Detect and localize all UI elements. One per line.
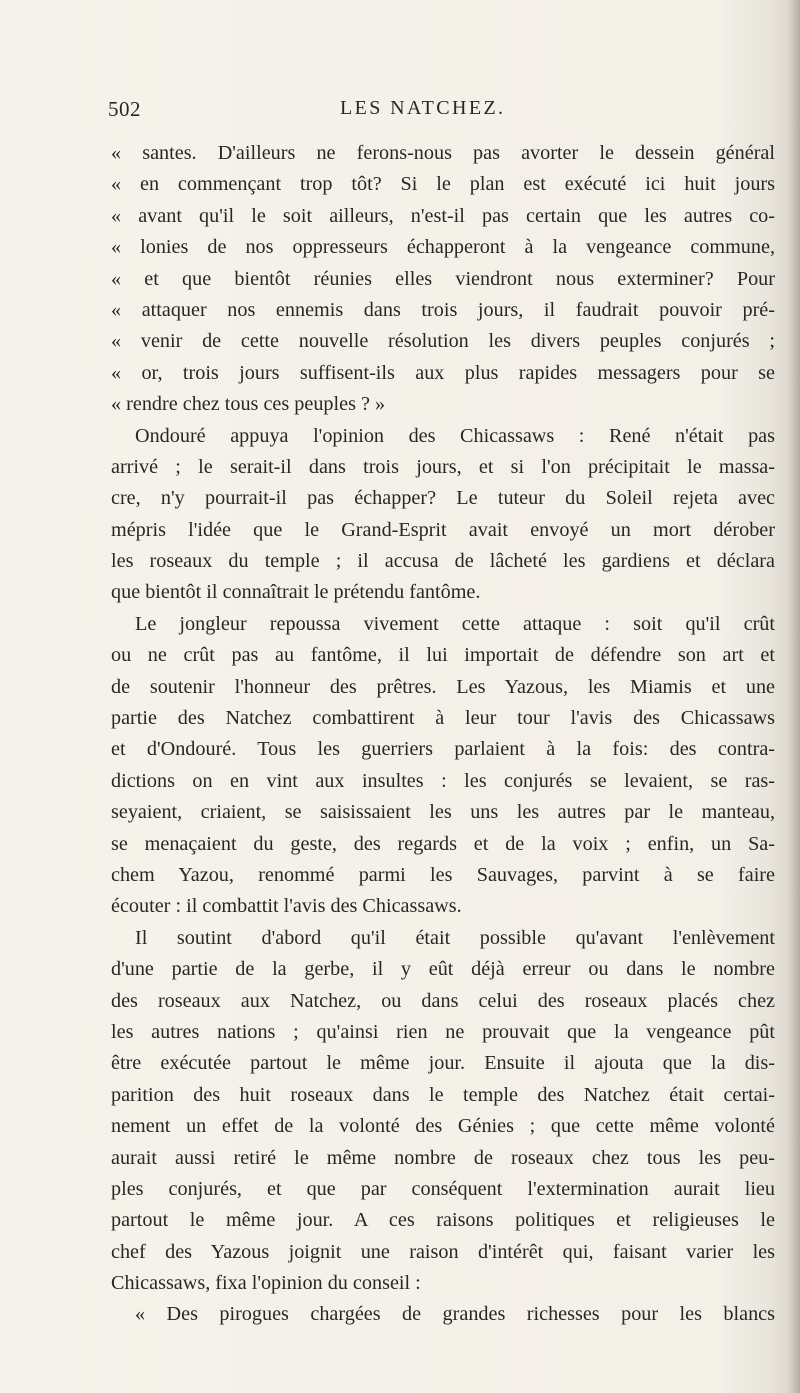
page-number: 502 — [108, 97, 141, 121]
text-line: les roseaux du temple ; il accusa de lâcheté les gardiens et déclara — [111, 550, 775, 573]
text-line: seyaient, criaient, se saisissaient les uns les autres par le manteau, — [111, 801, 775, 824]
text-line: se menaçaient du geste, des regards et de la voix ; enfin, un Sa- — [111, 832, 775, 855]
text-line: nement un effet de la volonté des Génies ; que cette même volonté — [111, 1115, 775, 1138]
page-header — [108, 97, 748, 127]
text-line: Il soutint d'abord qu'il était possible qu'avant l'enlèvement — [135, 926, 775, 949]
text-line: écouter : il combattit l'avis des Chicassaws. — [111, 895, 462, 918]
text-line: « et que bientôt réunies elles viendront nous exterminer? Pour — [111, 267, 775, 290]
text-line: cre, n'y pourrait-il pas échapper? Le tuteur du Soleil rejeta avec — [111, 487, 775, 510]
text-line: « Des pirogues chargées de grandes richesses pour les blancs — [135, 1303, 775, 1326]
text-line: « avant qu'il le soit ailleurs, n'est-il pas certain que les autres co- — [111, 204, 775, 227]
text-line: « rendre chez tous ces peuples ? » — [111, 393, 386, 416]
text-line: et d'Ondouré. Tous les guerriers parlaient à la fois: des contra- — [111, 738, 775, 761]
text-line: d'une partie de la gerbe, il y eût déjà erreur ou dans le nombre — [111, 958, 775, 981]
text-line: « or, trois jours suffisent-ils aux plus rapides messagers pour se — [111, 361, 775, 384]
text-line: dictions on en vint aux insultes : les conjurés se levaient, se ras- — [111, 769, 775, 792]
text-line: « attaquer nos ennemis dans trois jours, il faudrait pouvoir pré- — [111, 298, 775, 321]
text-line: ou ne crût pas au fantôme, il lui importait de défendre son art et — [111, 644, 775, 667]
text-line: les autres nations ; qu'ainsi rien ne prouvait que la vengeance pût — [111, 1020, 775, 1043]
text-line: être exécutée partout le même jour. Ensuite il ajouta que la dis- — [111, 1052, 775, 1075]
text-line: arrivé ; le serait-il dans trois jours, et si l'on précipitait le massa- — [111, 455, 775, 478]
text-line: chem Yazou, renommé parmi les Sauvages, parvint à se faire — [111, 863, 775, 886]
text-line: mépris l'idée que le Grand-Esprit avait envoyé un mort dérober — [111, 518, 775, 541]
text-line: « venir de cette nouvelle résolution les divers peuples conjurés ; — [111, 330, 775, 353]
text-line: que bientôt il connaîtrait le prétendu fantôme. — [111, 581, 481, 604]
text-line: partie des Natchez combattirent à leur tour l'avis des Chicassaws — [111, 707, 775, 730]
text-line: des roseaux aux Natchez, ou dans celui des roseaux placés chez — [111, 989, 775, 1012]
text-line: ples conjurés, et que par conséquent l'extermination aurait lieu — [111, 1177, 775, 1200]
text-line: aurait aussi retiré le même nombre de roseaux chez tous les peu- — [111, 1146, 775, 1169]
page-edge-shadow — [788, 0, 800, 1393]
text-line: « lonies de nos oppresseurs échapperont à la vengeance commune, — [111, 236, 775, 259]
text-line: Le jongleur repoussa vivement cette attaque : soit qu'il crût — [135, 612, 775, 635]
text-line: partout le même jour. A ces raisons politiques et religieuses le — [111, 1209, 775, 1232]
text-line: « santes. D'ailleurs ne ferons-nous pas avorter le dessein général — [111, 142, 775, 164]
text-line: chef des Yazous joignit une raison d'intérêt qui, faisant varier les — [111, 1240, 775, 1263]
running-title: LES NATCHEZ. — [340, 97, 506, 119]
text-line: « en commençant trop tôt? Si le plan est exécuté ici huit jours — [111, 173, 775, 196]
text-line: Ondouré appuya l'opinion des Chicassaws : René n'était pas — [135, 424, 775, 447]
body-text — [111, 138, 775, 1331]
text-line: Chicassaws, fixa l'opinion du conseil : — [111, 1272, 421, 1295]
text-line: de soutenir l'honneur des prêtres. Les Yazous, les Miamis et une — [111, 675, 775, 698]
text-line: parition des huit roseaux dans le temple des Natchez était certai- — [111, 1083, 775, 1106]
